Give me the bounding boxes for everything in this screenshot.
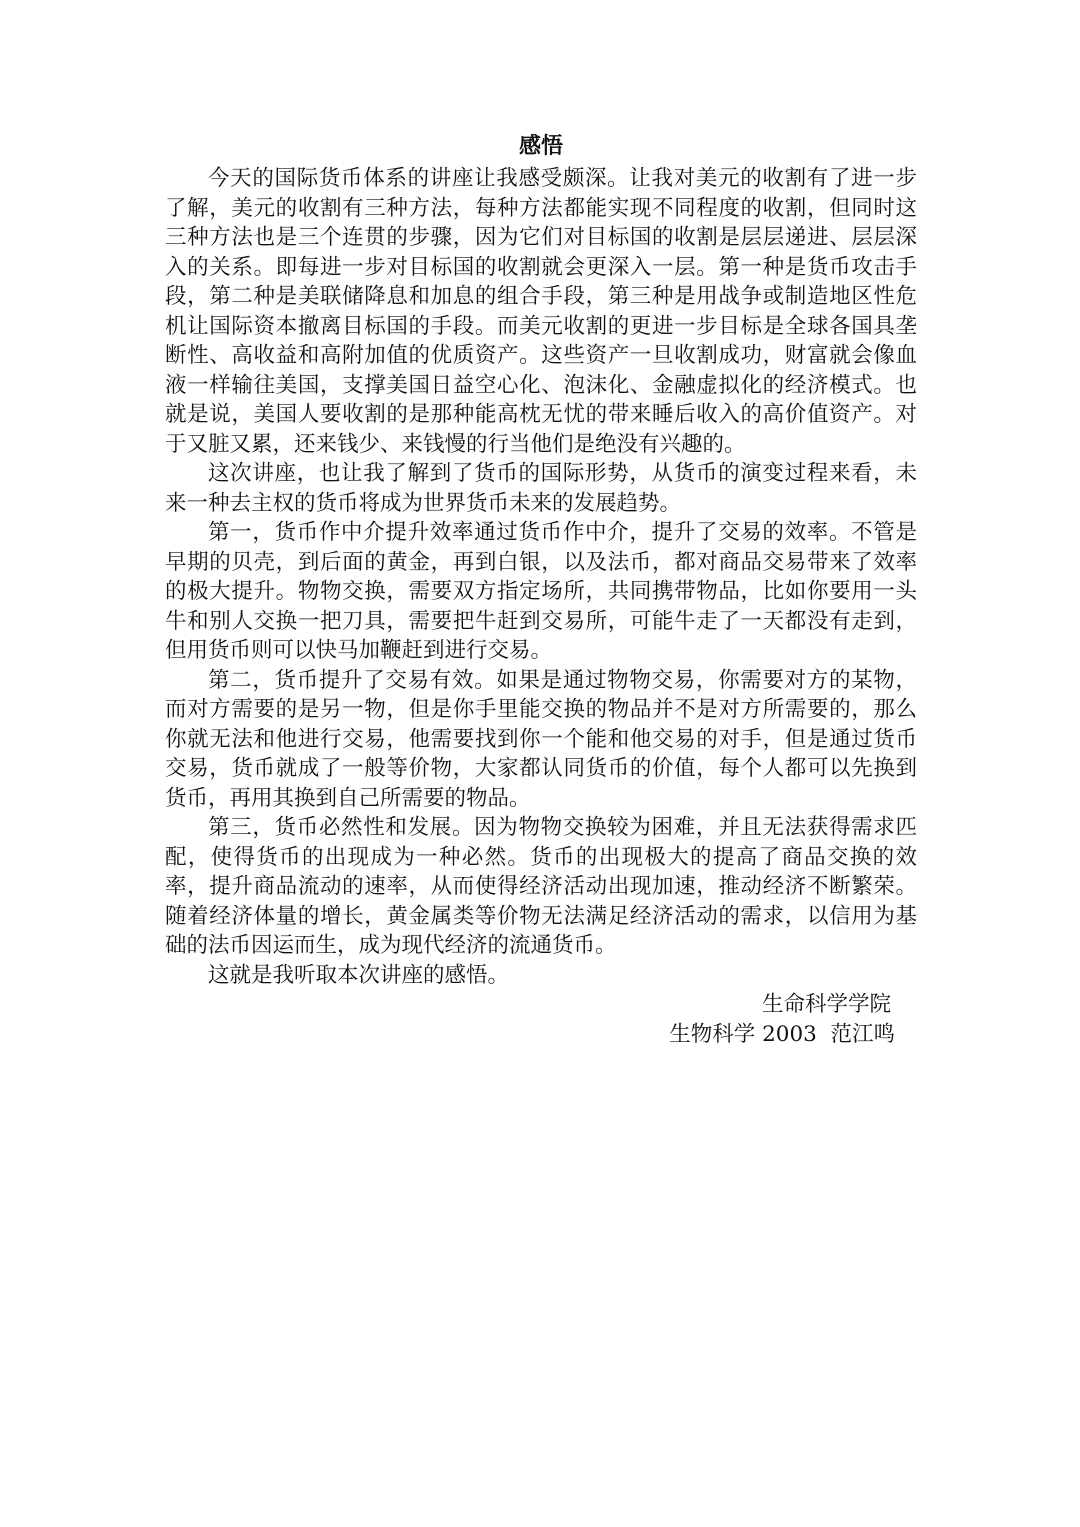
paragraph-third-point: 第三，货币必然性和发展。因为物物交换较为困难，并且无法获得需求匹配，使得货币的出现成为一种必然。货币的出现极大的提高了商品交换的效率，提升商品流动的速率，从而使得经济活动出现加速，推动经济不断繁荣。随着经济体量的增长，黄金属类等价物无法满足经济活动的需求，以信用为基础的法币因运而生，成为现代经济的流通货币。 [165,815,917,958]
paragraph-first-point: 第一，货币作中介提升效率通过货币作中介，提升了交易的效率。不管是早期的贝壳，到后面的黄金，再到白银，以及法币，都对商品交易带来了效率的极大提升。物物交换，需要双方指定场所，共同携带物品，比如你要用一头牛和别人交换一把刀具，需要把牛赶到交易所，可能牛走了一天都没有走到，但用货币则可以快马加鞭赶到进行交易。 [165,520,917,663]
paragraph-conclusion: 这就是我听取本次讲座的感悟。 [208,962,510,988]
document-page [165,128,917,1049]
paragraph-trend: 这次讲座，也让我了解到了货币的国际形势，从货币的演变过程来看，未来一种去主权的货币将成为世界货币未来的发展趋势。 [165,461,917,516]
document-title: 感悟 [518,133,563,159]
signature-school: 生命科学学院 [761,992,891,1017]
paragraph-second-point: 第二，货币提升了交易有效。如果是通过物物交易，你需要对方的某物，而对方需要的是另一物，但是你手里能交换的物品并不是对方所需要的，那么你就无法和他进行交易，他需要找到你一个能和他交易的对手，但是通过货币交易，货币就成了一般等价物，大家都认同货币的价值，每个人都可以先换到货币，再用其换到自己所需要的物品。 [165,667,917,811]
signature-author: 生物科学 2003 范江鸣 [669,1021,895,1047]
paragraph-intro: 今天的国际货币体系的讲座让我感受颇深。让我对美元的收割有了进一步了解，美元的收割有三种方法，每种方法都能实现不同程度的收割，但同时这三种方法也是三个连贯的步骤，因为它们对目标国的收割是层层递进、层层深入的关系。即每进一步对目标国的收割就会更深入一层。第一种是货币攻击手段，第二种是美联储降息和加息的组合手段，第三种是用战争或制造地区性危机让国际资本撤离目标国的手段。而美元收割的更进一步目标是全球各国具垄断性、高收益和高附加值的优质资产。这些资产一旦收割成功，财富就会像血液一样输往美国，支撑美国日益空心化、泡沫化、金融虚拟化的经济模式。也就是说，美国人要收割的是那种能高枕无忧的带来睡后收入的高价值资产。对于又脏又累，还来钱少、来钱慢的行当他们是绝没有兴趣的。 [165,166,917,457]
